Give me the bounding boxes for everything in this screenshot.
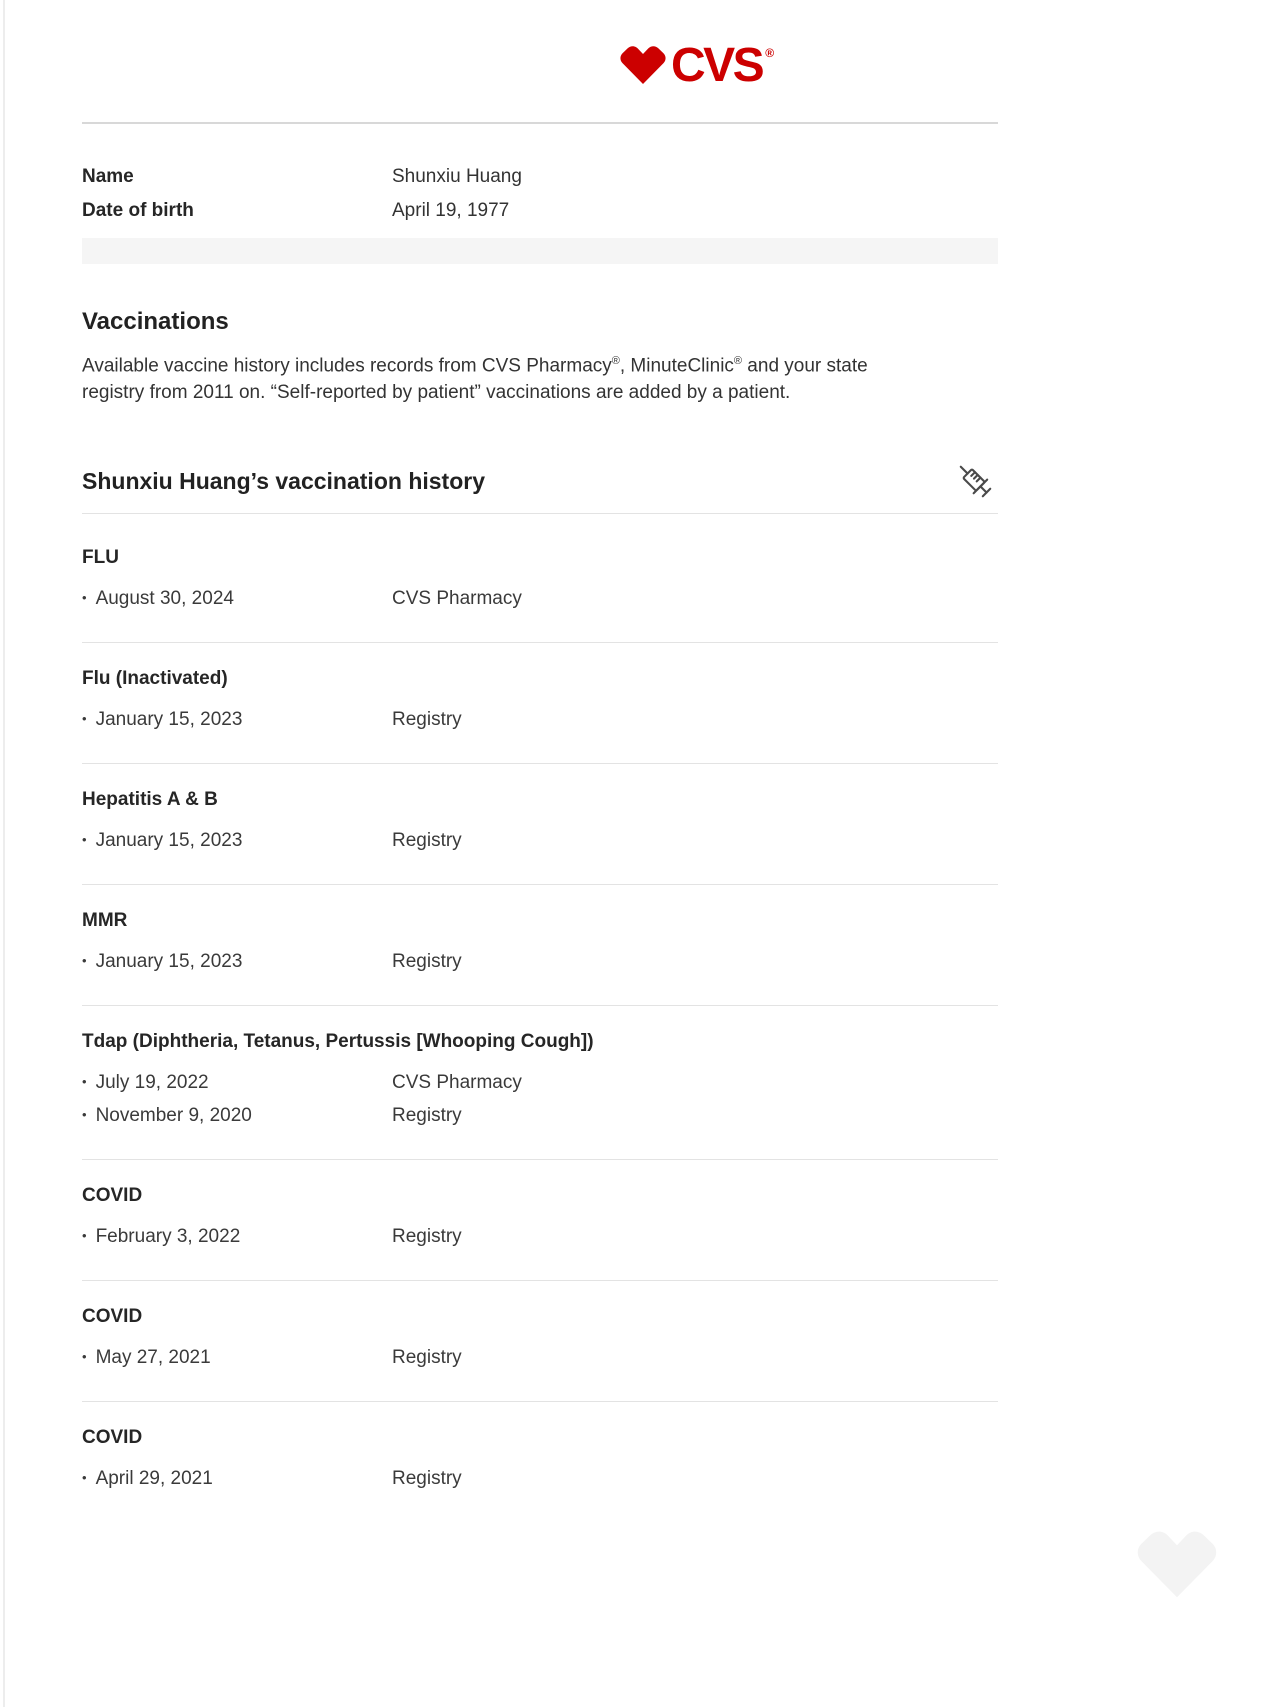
info-shade-bar <box>82 238 998 264</box>
patient-name-value: Shunxiu Huang <box>392 166 522 187</box>
dose-row <box>82 949 998 976</box>
dose-source: Registry <box>392 709 462 731</box>
dose-date: • November 9, 2020 <box>82 1103 392 1130</box>
vaccinations-section-title: Vaccinations <box>82 308 229 335</box>
vaccine-entry <box>82 1281 998 1402</box>
vaccine-name: COVID <box>82 1427 143 1449</box>
history-header <box>82 458 998 504</box>
vaccine-entry <box>82 1006 998 1160</box>
dose-source: Registry <box>392 830 462 852</box>
record-document <box>82 0 998 1522</box>
cvs-logo-wordmark: CVS <box>671 39 763 92</box>
vaccine-name: COVID <box>82 1185 143 1207</box>
dose-list <box>82 828 998 855</box>
dose-date: • February 3, 2022 <box>82 1224 392 1251</box>
patient-dob-row <box>82 196 998 226</box>
syringe-icon <box>952 458 998 504</box>
vaccinations-intro-section <box>82 306 998 406</box>
dose-date: • January 15, 2023 <box>82 707 392 734</box>
vaccine-entry <box>82 764 998 885</box>
dose-date: • August 30, 2024 <box>82 586 392 613</box>
vaccine-name: COVID <box>82 1306 143 1328</box>
dose-row <box>82 707 998 734</box>
dose-row <box>82 586 998 613</box>
dose-row <box>82 828 998 855</box>
dose-date: • May 27, 2021 <box>82 1345 392 1372</box>
dose-row <box>82 1103 998 1130</box>
dose-source: Registry <box>392 1468 462 1490</box>
dose-source: Registry <box>392 951 462 973</box>
vaccine-name: MMR <box>82 910 128 932</box>
cvs-heart-watermark-icon <box>1132 1528 1222 1604</box>
dose-source: Registry <box>392 1105 462 1127</box>
dose-row <box>82 1466 998 1493</box>
vaccine-entry <box>82 1402 998 1522</box>
dose-source: Registry <box>392 1226 462 1248</box>
dose-date: • July 19, 2022 <box>82 1070 392 1097</box>
dose-row <box>82 1070 998 1097</box>
patient-name-label: Name <box>82 166 134 187</box>
vaccine-entry <box>82 1160 998 1281</box>
dose-row <box>82 1345 998 1372</box>
cvs-logo <box>618 39 775 92</box>
vaccine-name: Tdap (Diphtheria, Tetanus, Pertussis [Whooping Cough]) <box>82 1031 594 1053</box>
vaccinations-description: Available vaccine history includes records from CVS Pharmacy®, MinuteClinic® and your state registry from 2011 on. “Self-reported by patient” vaccinations are added by a patient. <box>82 355 868 404</box>
vaccination-history-section <box>82 458 998 1522</box>
dose-date: • January 15, 2023 <box>82 949 392 976</box>
vaccine-name: Hepatitis A & B <box>82 789 218 811</box>
dose-list <box>82 1070 998 1130</box>
dose-source: Registry <box>392 1347 462 1369</box>
vaccine-entry <box>82 885 998 1006</box>
dose-date: • April 29, 2021 <box>82 1466 392 1493</box>
page-left-edge <box>3 0 5 1707</box>
patient-dob-value: April 19, 1977 <box>392 200 510 221</box>
dose-list <box>82 1224 998 1251</box>
dose-list <box>82 707 998 734</box>
dose-list <box>82 586 998 613</box>
vaccine-entry <box>82 643 998 764</box>
vaccine-name: Flu (Inactivated) <box>82 668 228 690</box>
cvs-heart-icon <box>618 44 668 88</box>
dose-date: • January 15, 2023 <box>82 828 392 855</box>
dose-source: CVS Pharmacy <box>392 1072 522 1094</box>
history-section-title: Shunxiu Huang’s vaccination history <box>82 468 485 495</box>
vaccine-entry <box>82 514 998 643</box>
patient-name-row <box>82 162 998 192</box>
dose-list <box>82 1345 998 1372</box>
dose-list <box>82 949 998 976</box>
patient-dob-label: Date of birth <box>82 200 194 221</box>
vaccination-entries <box>82 513 998 1522</box>
dose-row <box>82 1224 998 1251</box>
patient-info-section <box>82 124 998 264</box>
cvs-logo-trademark: ® <box>765 46 775 60</box>
dose-list <box>82 1466 998 1493</box>
dose-source: CVS Pharmacy <box>392 588 522 610</box>
vaccine-name: FLU <box>82 547 119 569</box>
